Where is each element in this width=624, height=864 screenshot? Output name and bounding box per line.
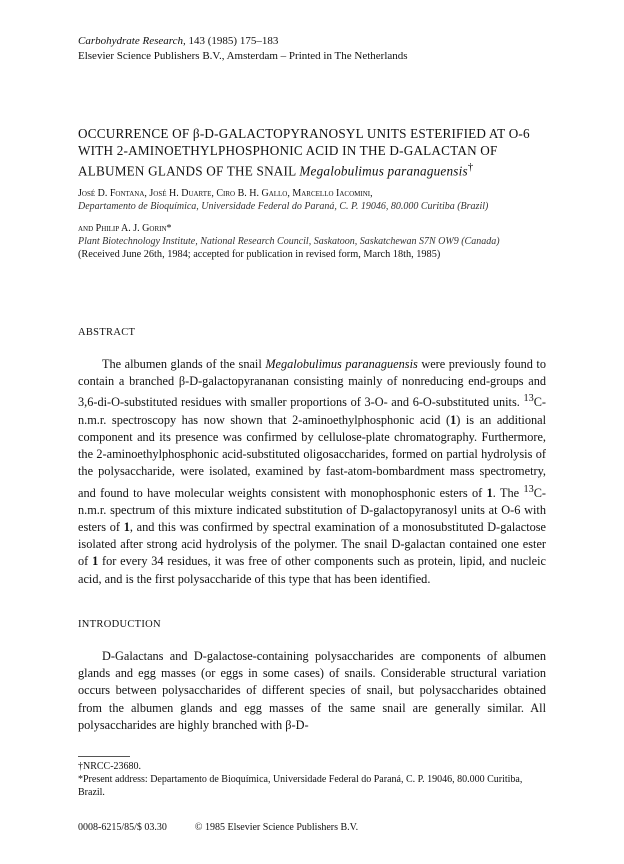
journal-name: Carbohydrate Research, bbox=[78, 35, 186, 47]
compound-1-ref-b: 1 bbox=[486, 485, 493, 500]
footnote-dagger: †NRCC-23680. bbox=[78, 761, 142, 772]
abstract-text-7: , and this was confirmed by spectral examination of a monosubstituted D-galactose isolated after strong acid hydrolysis of the polymer. The snail D-galactan contained one ester of bbox=[78, 520, 547, 569]
abstract-species: Megalobulimus paranaguensis bbox=[265, 357, 418, 371]
abstract-text-5: . The bbox=[492, 485, 524, 500]
title-species: Megalobulimus paranaguensis bbox=[299, 163, 468, 179]
abstract-text-4: ) is an additional component and its presence was confirmed by cellulose-plate chromatography. Furthermore, the 2-aminoethylphosphonic acid-substituted oligosaccharides, formed on partial hydrolysis of the polysaccharide, were isolated, examined by fast-atom-bombardment mass spectrometry, and found to have molecular weights consistent with monophosphonic esters of bbox=[78, 412, 546, 500]
affiliation-2: Plant Biotechnology Institute, National Research Council, Saskatoon, Saskatchewan S7N OW9 (Canada) bbox=[78, 236, 500, 247]
abstract-heading: ABSTRACT bbox=[78, 327, 136, 338]
author-group-1: José D. Fontana, José H. Duarte, Ciro B. H. Gallo, Marcello Iacomini, bbox=[78, 188, 373, 199]
introduction-heading: INTRODUCTION bbox=[78, 619, 161, 630]
isotope-13-a: 13 bbox=[523, 393, 534, 405]
publisher-line: Elsevier Science Publishers B.V., Amsterdam – Printed in The Netherlands bbox=[78, 50, 408, 62]
author-block bbox=[78, 187, 548, 261]
abstract-text-3: C-n.m.r. spectroscopy has now shown that 2-aminoethylphosphonic acid ( bbox=[78, 395, 546, 427]
abstract-text-6: C-n.m.r. spectrum of this mixture indicated substitution of D-galactopyranosyl units at O-6 with esters of bbox=[78, 485, 547, 535]
author-group-2: and Philip A. J. Gorin* bbox=[78, 223, 172, 234]
compound-1-ref-a: 1 bbox=[450, 412, 457, 427]
abstract-text-8: for every 34 residues, it was free of other components such as protein, lipid, and nucleic acid, and is the first polysaccharide of this type that has been identified. bbox=[78, 554, 546, 586]
journal-citation: 143 (1985) 175–183 bbox=[185, 35, 279, 47]
compound-1-ref-d: 1 bbox=[92, 554, 99, 569]
copyright-notice: © 1985 Elsevier Science Publishers B.V. bbox=[194, 822, 359, 833]
abstract-text-1: The albumen glands of the snail bbox=[102, 357, 266, 371]
abstract-paragraph bbox=[78, 356, 546, 588]
issn-price-code: 0008-6215/85/$ 03.30 bbox=[78, 822, 167, 833]
abstract-text-2: were previously found to contain a branched β-D-galactopyrananan consisting mainly of nonreducing end-groups and 3,6-di-O-substituted residues with smaller proportions of 3-O- and 6-O-substituted units. bbox=[78, 357, 547, 410]
title-dagger: † bbox=[467, 161, 474, 173]
journal-citation-line bbox=[78, 34, 408, 49]
title-main: OCCURRENCE OF β-D-GALACTOPYRANOSYL UNITS ESTERIFIED AT O-6 WITH 2-AMINOETHYLPHOSPHONIC ACID IN THE D-GALACTAN OF ALBUMEN GLANDS OF THE SNAIL bbox=[78, 126, 530, 179]
journal-header bbox=[78, 34, 408, 64]
article-title bbox=[78, 125, 548, 179]
abstract-body bbox=[78, 356, 546, 588]
introduction-paragraph: D-Galactans and D-galactose-containing polysaccharides are components of albumen glands and egg masses (or eggs in some cases) of snails. Considerable structural variation occurs between polysaccharides of different species of snail, but polysaccharides obtained from the albumen glands and egg masses of the same snail are generally similar. All polysaccharides are highly branched with β-D- bbox=[78, 649, 546, 732]
page-footer bbox=[78, 822, 358, 833]
compound-1-ref-c: 1 bbox=[123, 520, 130, 535]
received-dates: (Received June 26th, 1984; accepted for publication in revised form, March 18th, 1985) bbox=[78, 249, 441, 260]
isotope-13-b: 13 bbox=[523, 483, 534, 495]
affiliation-1: Departamento de Bioquímica, Universidade Federal do Paraná, C. P. 19046, 80.000 Curitiba (Brazil) bbox=[78, 201, 489, 212]
introduction-body bbox=[78, 648, 546, 734]
footnote-asterisk: *Present address: Departamento de Bioquímica, Universidade Federal do Paraná, C. P. 19046, 80.000 Curitiba, Brazil. bbox=[78, 774, 523, 798]
footnote-divider bbox=[78, 756, 130, 757]
footnotes bbox=[78, 760, 548, 799]
